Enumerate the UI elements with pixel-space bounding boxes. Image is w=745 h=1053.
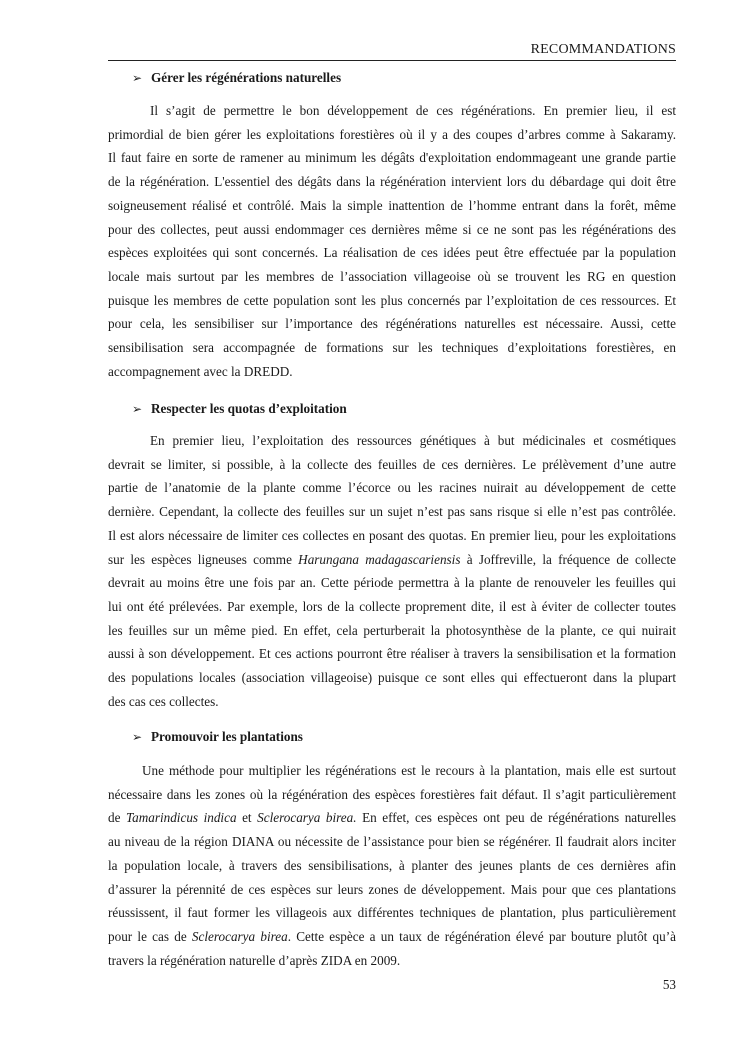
section-heading-1 (132, 70, 341, 86)
text-line: les feuilles sur un même pied. En effet, cela perturberait la photosynthèse de la plante, ce qui nuirait (108, 622, 676, 638)
text-line: Une méthode pour multiplier les régénérations est le recours à la plantation, mais elle est surtout (142, 763, 676, 778)
text-line: espèces exploitées qui sont concernés. La réalisation de ces idées peut être effectuée par la population (108, 245, 676, 261)
paragraph-1 (108, 99, 676, 383)
header-title: RECOMMANDATIONS (530, 42, 676, 57)
text-run: . Cette espèce a un taux de régénération élevé par bouture plutôt qu’à (287, 928, 676, 944)
text-line: locale mais surtout par les membres de l’association villageoise où se trouvent les RG en question (108, 268, 676, 284)
text-line: pour cela, les sensibiliser sur l’importance des régénérations naturelles est nécessaire. Aussi, cette (108, 316, 676, 332)
page-number: 53 (662, 977, 676, 992)
text-line: En premier lieu, l’exploitation des ressources génétiques à but médicinales et cosmétiques (150, 433, 676, 448)
text-line (108, 925, 676, 949)
text-line: puisque les membres de cette population sont les plus concernés par l’exploitation de ces ressources. Et (108, 292, 676, 308)
text-line: la population locale, à travers des sensibilisations, à planter des jeunes plants de ces dernières afin (108, 857, 676, 873)
section-title: Respecter les quotas d’exploitation (151, 401, 347, 416)
species-name: Harungana madagascariensis (298, 551, 461, 567)
text-line: au niveau de la région DIANA ou nécessite de l’assistance pour bien se régénérer. Il faudrait alors inciter (108, 834, 676, 850)
text-line: aussi à son développement. Et ces actions pourront être réaliser à travers la sensibilisation et la formation (108, 646, 676, 662)
text-line: lui ont été prélevées. Par exemple, lors de la collecte proprement dite, il est à éviter de collecter toutes (108, 598, 676, 614)
text-line: travers la régénération naturelle d’après ZIDA en 2009. (108, 952, 401, 968)
text-line: nécessaire dans les zones où la régénération des espèces forestières fait défaut. Il s’agit particulièrement (108, 786, 676, 802)
text-line: Il est alors nécessaire de limiter ces collectes en posant des quotas. En premier lieu, pour les exploitations (108, 527, 676, 543)
section-title: Gérer les régénérations naturelles (151, 70, 342, 85)
running-header (108, 42, 676, 61)
text-line: primordial de bien gérer les exploitations forestières où il y a des coupes d’arbres comme à Sakaramy. (108, 126, 676, 142)
text-run: En effet, ces espèces ont peu de régénérations naturelles (356, 810, 676, 826)
text-line: partie de l’anatomie de la plante comme l’écorce ou les racines nuirait au développement de cette (108, 480, 676, 496)
text-line: des populations locales (association villageoise) puisque ce sont elles qui effectueront dans la plupart (108, 670, 676, 686)
text-line: Il s’agit de permettre le bon développement de ces régénérations. En premier lieu, il est (150, 103, 676, 118)
text-line: d’assurer la pérennité de ces espèces sur leurs zones de développement. Mais pour que ces plantations (108, 881, 676, 897)
text-line (108, 806, 676, 830)
paragraph-3 (108, 759, 676, 972)
species-name: Tamarindicus indica (125, 810, 237, 826)
text-line: de la régénération. L'essentiel des dégâts dans la régénération intervient lors du débardage qui doit être (108, 174, 676, 190)
species-name: Sclerocarya birea. (257, 810, 357, 826)
text-run: et (236, 810, 258, 826)
text-run: de (108, 810, 126, 826)
text-line: devrait au moins être une fois par an. Cette période permettra à la plante de renouveler les feuilles qui (108, 575, 676, 591)
text-line: accompagnement avec la DREDD. (108, 363, 293, 379)
section-heading-2 (132, 401, 347, 417)
section-heading-3 (132, 729, 303, 745)
text-run: sur les espèces ligneuses comme (108, 551, 299, 567)
species-name: Sclerocarya birea (191, 928, 288, 944)
paragraph-2 (108, 429, 676, 713)
arrow-bullet-icon: ➢ (132, 71, 143, 85)
text-line: des cas ces collectes. (108, 693, 219, 709)
text-line: devrait se limiter, si possible, à la collecte des feuilles de ces dernières. Le prélèvement d’une autre (108, 456, 676, 472)
arrow-bullet-icon: ➢ (132, 402, 143, 416)
text-line: Il faut faire en sorte de ramener au minimum les dégâts d'exploitation endommageant une grande partie (108, 150, 676, 166)
text-run: à Joffreville, la fréquence de collecte (460, 551, 677, 567)
text-line: dernière. Cependant, la collecte des feuilles sur un sujet n’est pas sans risque si elle n’est pas contrôlée. (108, 504, 676, 520)
text-line: soigneusement réalisé et contrôlé. Mais la simple inattention de l’homme entrant dans la forêt, même (108, 197, 676, 213)
text-line (108, 548, 676, 572)
arrow-bullet-icon: ➢ (132, 730, 143, 744)
section-title: Promouvoir les plantations (151, 729, 303, 744)
text-line: sensibilisation sera accompagnée de formations sur les techniques d’exploitations forestières, en (108, 340, 676, 356)
text-run: pour le cas de (108, 928, 192, 944)
text-line: pour des collectes, peut aussi endommager ces dernières même si ce ne sont pas les régénérations des (108, 221, 676, 237)
text-line: réussissent, il faut former les villageois aux différentes techniques de plantation, plus particulièrement (108, 905, 676, 921)
